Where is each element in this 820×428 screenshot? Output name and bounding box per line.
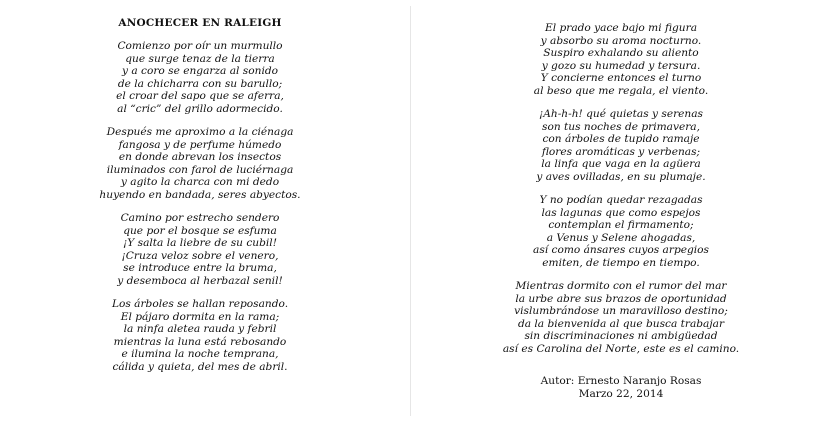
poem-line: El pájaro dormita en la rama; <box>120 310 280 323</box>
poem-line: e ilumina la noche temprana, <box>121 348 279 360</box>
poem-line: iluminados con farol de luciérnaga <box>106 163 294 176</box>
poem-line: Suspiro exhalando su aliento <box>543 47 699 59</box>
signature-block <box>471 375 771 401</box>
poem-line: Mientras dormito con el rumor del mar <box>515 280 727 292</box>
poem-line: a Venus y Selene ahogadas, <box>546 231 696 244</box>
poem-line: en donde abrevan los insectos <box>118 151 282 163</box>
poem-line: flores aromáticas y verbenas; <box>541 145 701 158</box>
author-line: Autor: Ernesto Naranjo Rosas <box>540 375 702 387</box>
stanza-7 <box>471 194 771 269</box>
stanza-2 <box>50 126 350 201</box>
left-poem-column <box>50 16 350 384</box>
poem-line: de la chicharra con su barullo; <box>117 77 283 90</box>
right-poem-column <box>471 22 771 401</box>
poem-line: vislumbrándose un maravilloso destino; <box>514 305 728 317</box>
poem-line: Los árboles se hallan reposando. <box>111 298 289 310</box>
poem-line: contemplan el firmamento; <box>548 219 694 231</box>
poem-line: El prado yace bajo mi figura <box>544 22 698 34</box>
poem-line: cálida y quieta, del mes de abril. <box>112 360 288 373</box>
page-divider <box>410 6 411 416</box>
poem-line: la urbe abre sus brazos de oportunidad <box>515 292 727 305</box>
poem-line: y a coro se engarza al sonido <box>121 65 278 77</box>
poem-line: y desemboca al herbazal senil! <box>117 274 283 287</box>
poem-line: se introduce entre la bruma, <box>123 262 277 274</box>
right-page <box>412 0 820 428</box>
stanza-6 <box>471 108 771 183</box>
poem-line: huyendo en bandada, seres abyectos. <box>99 188 301 201</box>
poem-line: que surge tenaz de la tierra <box>125 52 275 65</box>
stanza-1 <box>50 40 350 115</box>
stanza-3 <box>50 212 350 287</box>
poem-line: mientras la luna está rebosando <box>113 335 287 348</box>
poem-title: ANOCHECER EN RALEIGH <box>118 17 282 29</box>
poem-line: Y no podían quedar rezagadas <box>539 194 703 206</box>
poem-line: ¡Ah-h-h! qué quietas y serenas <box>538 108 703 120</box>
poem-line: la linfa que vaga en la agüera <box>541 158 701 170</box>
stanza-4 <box>50 298 350 373</box>
poem-line: ¡Cruza veloz sobre el venero, <box>121 249 279 262</box>
poem-line: al beso que me regala, el viento. <box>533 84 709 97</box>
poem-line: da la bienvenida al que busca trabajar <box>517 317 725 330</box>
poem-line: así como ánsares cuyos arpegios <box>533 244 709 256</box>
poem-line: ¡Y salta la liebre de su cubil! <box>123 237 277 249</box>
poem-line: al “cric” del grillo adormecido. <box>117 102 283 115</box>
poem-line: y aves ovilladas, en su plumaje. <box>536 170 706 183</box>
poem-line: las lagunas que como espejos <box>541 206 701 219</box>
poem-line: así es Carolina del Norte, este es el camino. <box>502 342 740 355</box>
poem-line: Camino por estrecho sendero <box>120 212 280 224</box>
poem-line: Y concierne entonces el turno <box>540 72 702 84</box>
poem-line: emiten, de tiempo en tiempo. <box>542 256 700 269</box>
poem-line: que por el bosque se esfuma <box>123 224 277 237</box>
poem-line: y agito la charca con mi dedo <box>120 176 280 188</box>
date-line: Marzo 22, 2014 <box>578 388 664 400</box>
poem-line: Comienzo por oír un murmullo <box>117 40 283 52</box>
poem-line: y gozo su humedad y tersura. <box>541 59 701 72</box>
stanza-8 <box>471 280 771 355</box>
poem-line: son tus noches de primavera, <box>542 120 700 133</box>
poem-line: la ninfa aletea rauda y febril <box>123 323 277 335</box>
poem-line: Después me aproximo a la ciénaga <box>106 126 294 138</box>
stanza-5 <box>471 22 771 97</box>
poem-line: con árboles de tupido ramaje <box>542 133 700 145</box>
poem-line: y absorbo su aroma nocturno. <box>540 34 702 47</box>
poem-line: el croar del sapo que se aferra, <box>116 90 284 102</box>
poem-line: sin discriminaciones ni ambigüedad <box>524 330 718 342</box>
poem-line: fangosa y de perfume húmedo <box>118 138 282 151</box>
